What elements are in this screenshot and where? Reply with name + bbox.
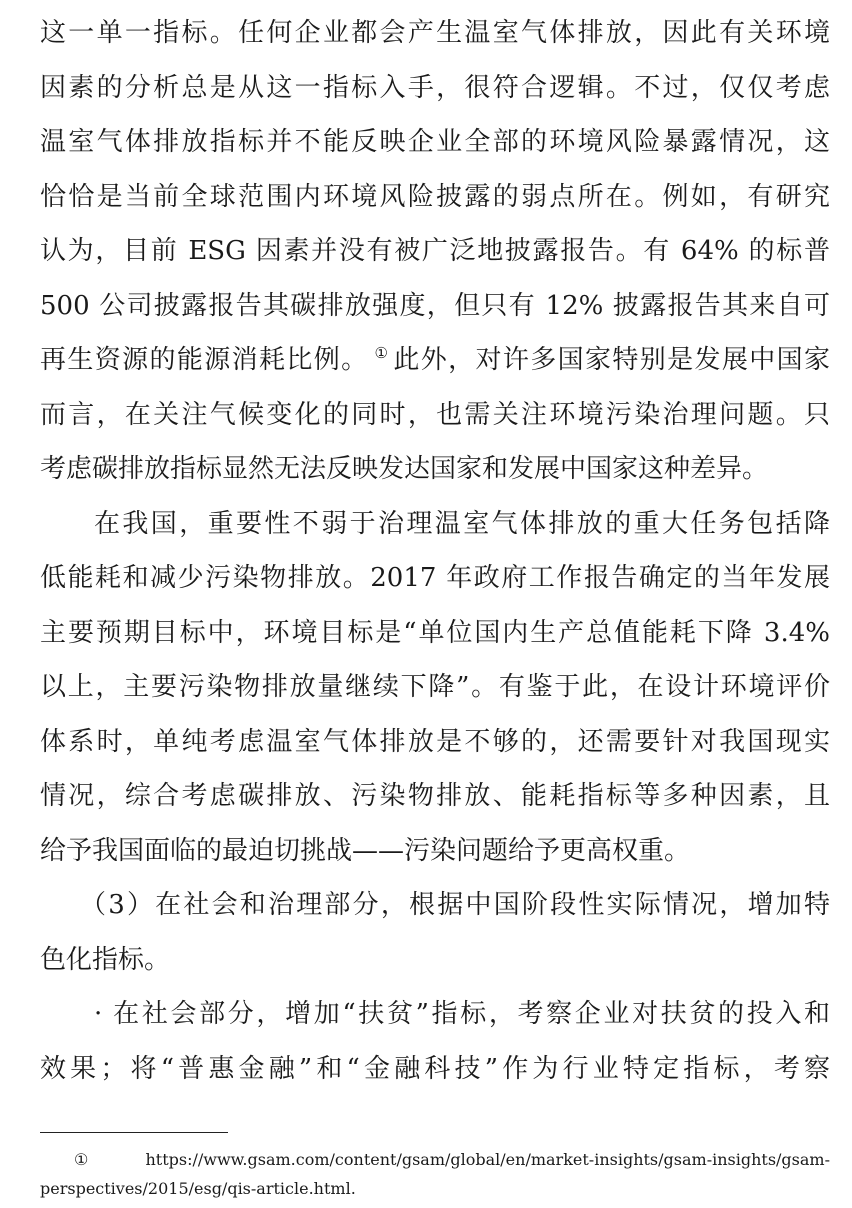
footnote-line [40,1145,830,1174]
body-line: 主要预期目标中，环境目标是“单位国内生产总值能耗下降 3.4% [40,617,830,648]
body-line: 这一单一指标。任何企业都会产生温室气体排放，因此有关环境 [40,18,830,48]
body-line: 而言，在关注气候变化的同时，也需关注环境污染治理问题。只 [40,399,830,430]
footnote-line[interactable]: perspectives/2015/esg/qis-article.html. [40,1179,356,1198]
body-line: 考虑碳排放指标显然无法反映发达国家和发展中国家这种差异。 [40,454,769,484]
body-line: 低能耗和减少污染物排放。2017 年政府工作报告确定的当年发展 [40,563,830,593]
footnote-divider [40,1132,228,1133]
body-text: 再生资源的能源消耗比例。 [40,345,369,375]
body-line: 温室气体排放指标并不能反映企业全部的环境风险暴露情况，这 [40,127,830,157]
body-line: 色化指标。 [40,944,171,975]
numbered-item-heading: （3）在社会和治理部分，根据中国阶段性实际情况，增加特 [80,890,830,920]
body-line: 以上，主要污染物排放量继续下降”。有鉴于此，在设计环境评价 [40,672,830,702]
footnote-marker: ① [74,1150,132,1169]
body-line: 500 公司披露报告其碳排放强度，但只有 12% 披露报告其来自可 [40,290,830,321]
body-line: 给予我国面临的最迫切挑战——污染问题给予更高权重。 [40,835,691,866]
body-line: 认为，目前 ESG 因素并没有被广泛地披露报告。有 64% 的标普 [40,236,830,266]
body-line: 恰恰是当前全球范围内环境风险披露的弱点所在。例如，有研究 [40,181,830,212]
footnote [40,1145,830,1203]
page-body [40,6,830,1096]
footnote-url-part[interactable]: https://www.gsam.com/content/gsam/global/en/market-insights/gsam-insights/gsam- [145,1150,830,1169]
body-line-with-footnote [40,333,830,388]
body-line: 因素的分析总是从这一指标入手，很符合逻辑。不过，仅仅考虑 [40,72,830,103]
body-text: 此外，对许多国家特别是发展中国家 [393,345,830,375]
footnote-reference[interactable]: ① [374,344,390,362]
body-line: 体系时，单纯考虑温室气体排放是不够的，还需要针对我国现实 [40,726,830,757]
body-line: 情况，综合考虑碳排放、污染物排放、能耗指标等多种因素，且 [40,781,830,811]
body-line: 效果；将“普惠金融”和“金融科技”作为行业特定指标，考察 [40,1053,830,1084]
paragraph-start: 在我国，重要性不弱于治理温室气体排放的重大任务包括降 [94,508,830,539]
bullet-item: · 在社会部分，增加“扶贫”指标，考察企业对扶贫的投入和 [94,999,830,1029]
